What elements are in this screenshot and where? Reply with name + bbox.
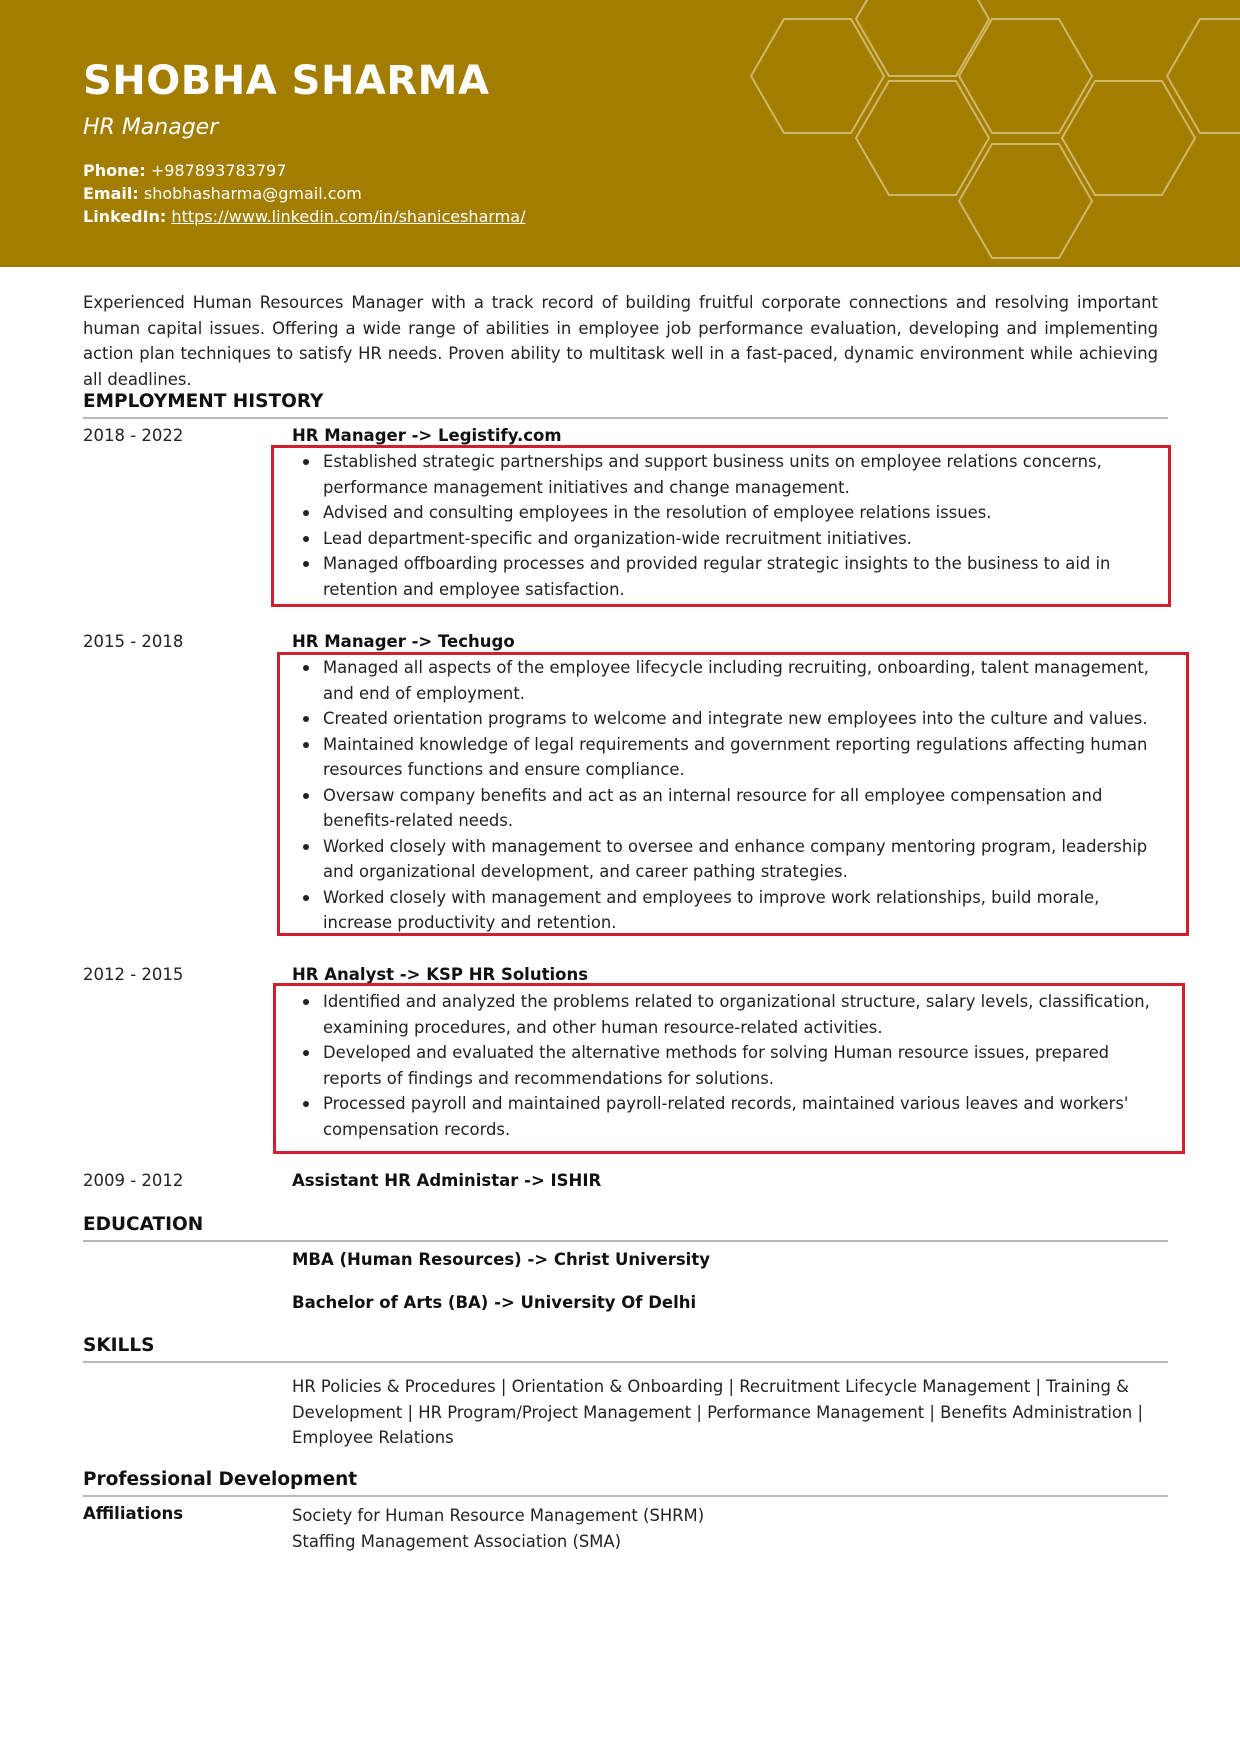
job-dates: 2012 - 2015 bbox=[83, 965, 184, 984]
list-item: Processed payroll and maintained payroll-related records, maintained various leaves and workers' compensation records. bbox=[323, 1091, 1168, 1142]
email-value: shobhasharma@gmail.com bbox=[143, 184, 362, 203]
list-item: Created orientation programs to welcome and integrate new employees into the culture and values. bbox=[323, 706, 1168, 732]
education-heading: EDUCATION bbox=[83, 1214, 1168, 1242]
list-item: Staffing Management Association (SMA) bbox=[292, 1531, 621, 1551]
list-item: Managed offboarding processes and provided regular strategic insights to the business to aid in retention and employee satisfaction. bbox=[323, 551, 1168, 602]
list-item: Worked closely with management and employees to improve work relationships, build morale, increase productivity and retention. bbox=[323, 885, 1168, 936]
skills-list: HR Policies & Procedures | Orientation & Onboarding | Recruitment Lifecycle Management | Training & Development | HR Program/Project Management | Performance Management | Benefits Administration | Employee Relations bbox=[292, 1377, 1144, 1447]
list-item: Maintained knowledge of legal requirements and government reporting regulations affecting human resources functions and ensure compliance. bbox=[323, 732, 1168, 783]
list-item: Established strategic partnerships and support business units on employee relations concerns, performance management initiatives and change management. bbox=[323, 449, 1168, 500]
contact-linkedin bbox=[83, 207, 525, 226]
list-item: Managed all aspects of the employee lifecycle including recruiting, onboarding, talent management, and end of employment. bbox=[323, 655, 1168, 706]
employment-history-heading: EMPLOYMENT HISTORY bbox=[83, 391, 1168, 419]
contact-email bbox=[83, 184, 362, 203]
email-label: Email: bbox=[83, 184, 139, 203]
education-item: Bachelor of Arts (BA) -> University Of Delhi bbox=[292, 1293, 697, 1312]
skills-heading: SKILLS bbox=[83, 1335, 1168, 1363]
job-title: Assistant HR Administar -> ISHIR bbox=[292, 1171, 602, 1190]
list-item: Advised and consulting employees in the resolution of employee relations issues. bbox=[323, 500, 1168, 526]
education-item: MBA (Human Resources) -> Christ University bbox=[292, 1250, 710, 1269]
professional-summary: Experienced Human Resources Manager with a track record of building fruitful corporate connections and resolving important human capital issues. Offering a wide range of abilities in employee job performance evaluation, developing and implementing action plan techniques to satisfy HR needs. Proven ability to multitask well in a fast-paced, dynamic environment while achieving all deadlines. bbox=[83, 293, 1158, 389]
job-responsibilities-list bbox=[292, 655, 1168, 936]
professional-development-heading: Professional Development bbox=[83, 1469, 1168, 1497]
job-title: HR Manager -> Techugo bbox=[292, 632, 515, 651]
job-dates: 2009 - 2012 bbox=[83, 1171, 184, 1190]
list-item: Developed and evaluated the alternative methods for solving Human resource issues, prepared reports of findings and recommendations for solutions. bbox=[323, 1040, 1168, 1091]
linkedin-link[interactable]: https://www.linkedin.com/in/shanicesharma/ bbox=[171, 207, 526, 226]
list-item: Worked closely with management to oversee and enhance company mentoring program, leadership and organizational development, and career pathing strategies. bbox=[323, 834, 1168, 885]
job-title: HR Analyst -> KSP HR Solutions bbox=[292, 965, 589, 984]
job-responsibilities-list bbox=[292, 449, 1168, 602]
phone-label: Phone: bbox=[83, 161, 146, 180]
affiliations-label: Affiliations bbox=[83, 1504, 184, 1523]
affiliations-list bbox=[292, 1503, 704, 1554]
linkedin-label: LinkedIn: bbox=[83, 207, 167, 226]
job-dates: 2018 - 2022 bbox=[83, 426, 184, 445]
resume-header bbox=[0, 0, 1240, 267]
job-title: HR Manager -> Legistify.com bbox=[292, 426, 562, 445]
list-item: Oversaw company benefits and act as an internal resource for all employee compensation and benefits-related needs. bbox=[323, 783, 1168, 834]
job-dates: 2015 - 2018 bbox=[83, 632, 184, 651]
list-item: Lead department-specific and organization-wide recruitment initiatives. bbox=[323, 526, 1168, 552]
candidate-name: SHOBHA SHARMA bbox=[83, 58, 490, 104]
job-responsibilities-list bbox=[292, 989, 1168, 1142]
candidate-role: HR Manager bbox=[83, 115, 219, 140]
list-item: Society for Human Resource Management (SHRM) bbox=[292, 1506, 705, 1525]
contact-phone bbox=[83, 161, 286, 180]
list-item: Identified and analyzed the problems related to organizational structure, salary levels, classification, examining procedures, and other human resource-related activities. bbox=[323, 989, 1168, 1040]
phone-value: +987893783797 bbox=[150, 161, 287, 180]
